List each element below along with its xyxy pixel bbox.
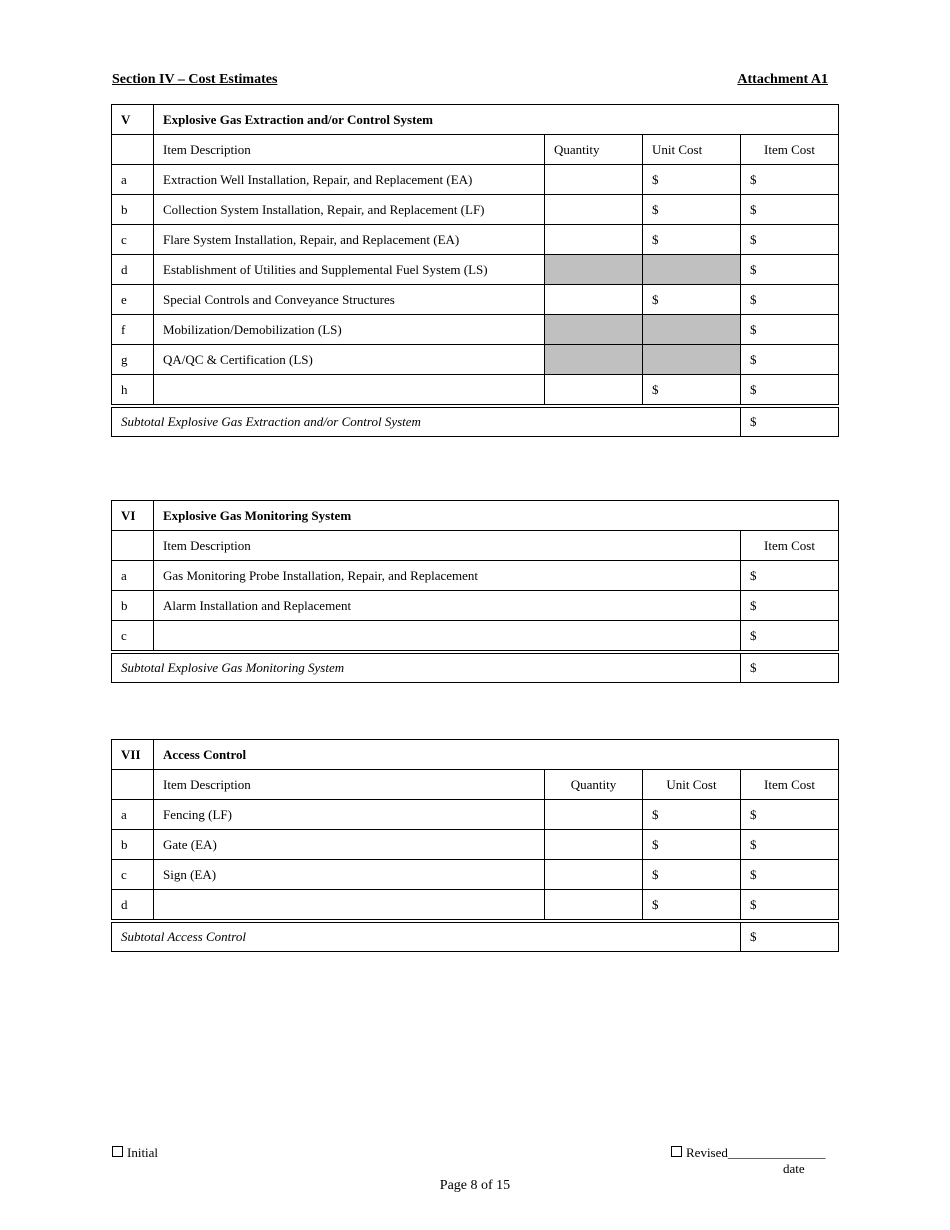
col-item-cost: Item Cost xyxy=(741,770,839,800)
section-v-table xyxy=(111,104,839,437)
section-title: Section IV – Cost Estimates xyxy=(112,72,278,87)
unit-cost-cell[interactable]: $ xyxy=(643,165,741,195)
date-label: date xyxy=(783,1161,805,1176)
row-letter: e xyxy=(112,285,154,315)
row-description: Mobilization/Demobilization (LS) xyxy=(154,315,545,345)
table-row xyxy=(112,621,839,653)
column-header-row xyxy=(112,531,839,561)
item-cost-cell[interactable]: $ xyxy=(741,561,839,591)
row-description: Special Controls and Conveyance Structures xyxy=(154,285,545,315)
row-letter: b xyxy=(112,591,154,621)
section-vii-table xyxy=(111,739,839,952)
row-letter: b xyxy=(112,830,154,860)
unit-cost-cell[interactable]: $ xyxy=(643,375,741,407)
section-number: VII xyxy=(112,740,154,770)
item-cost-cell[interactable]: $ xyxy=(741,165,839,195)
table-row xyxy=(112,345,839,375)
column-header-row xyxy=(112,770,839,800)
unit-cost-cell[interactable]: $ xyxy=(643,890,741,922)
item-cost-cell[interactable]: $ xyxy=(741,621,839,653)
item-cost-cell[interactable]: $ xyxy=(741,830,839,860)
subtotal-row xyxy=(112,921,839,952)
row-description[interactable] xyxy=(154,890,545,922)
shaded-quantity-cell xyxy=(545,315,643,345)
item-cost-cell[interactable]: $ xyxy=(741,890,839,922)
row-description: Flare System Installation, Repair, and Replacement (EA) xyxy=(154,225,545,255)
item-cost-cell[interactable]: $ xyxy=(741,255,839,285)
row-description: Extraction Well Installation, Repair, and Replacement (EA) xyxy=(154,165,545,195)
row-description[interactable] xyxy=(154,621,741,653)
shaded-quantity-cell xyxy=(545,255,643,285)
page-number: Page 8 of 15 xyxy=(439,1178,511,1193)
quantity-cell[interactable] xyxy=(545,890,643,922)
shaded-quantity-cell xyxy=(545,345,643,375)
col-unit-cost: Unit Cost xyxy=(643,135,741,165)
col-item-description: Item Description xyxy=(154,135,545,165)
col-quantity: Quantity xyxy=(545,135,643,165)
item-cost-cell[interactable]: $ xyxy=(741,860,839,890)
row-description: Establishment of Utilities and Supplemental Fuel System (LS) xyxy=(154,255,545,285)
unit-cost-cell[interactable]: $ xyxy=(643,800,741,830)
quantity-cell[interactable] xyxy=(545,860,643,890)
item-cost-cell[interactable]: $ xyxy=(741,345,839,375)
row-letter: a xyxy=(112,800,154,830)
subtotal-label: Subtotal Explosive Gas Extraction and/or Control System xyxy=(112,406,741,437)
shaded-unit-cost-cell xyxy=(643,255,741,285)
row-letter: d xyxy=(112,890,154,922)
item-cost-cell[interactable]: $ xyxy=(741,315,839,345)
attachment-label: Attachment A1 xyxy=(737,72,828,87)
row-letter: g xyxy=(112,345,154,375)
row-description: Sign (EA) xyxy=(154,860,545,890)
item-cost-cell[interactable]: $ xyxy=(741,225,839,255)
subtotal-value[interactable]: $ xyxy=(741,652,839,683)
row-letter: c xyxy=(112,225,154,255)
shaded-unit-cost-cell xyxy=(643,315,741,345)
page-header xyxy=(112,72,828,90)
table-row xyxy=(112,195,839,225)
table-row xyxy=(112,165,839,195)
quantity-cell[interactable] xyxy=(545,375,643,407)
section-title-cell: Explosive Gas Extraction and/or Control System xyxy=(154,105,839,135)
table-row xyxy=(112,890,839,922)
table-row xyxy=(112,800,839,830)
section-vii-title-row xyxy=(112,740,839,770)
subtotal-value[interactable]: $ xyxy=(741,921,839,952)
row-letter: a xyxy=(112,165,154,195)
checkbox-icon[interactable] xyxy=(112,1146,123,1157)
row-letter: d xyxy=(112,255,154,285)
row-description: Alarm Installation and Replacement xyxy=(154,591,741,621)
table-row xyxy=(112,315,839,345)
section-title-cell: Explosive Gas Monitoring System xyxy=(154,501,839,531)
subtotal-label: Subtotal Explosive Gas Monitoring System xyxy=(112,652,741,683)
column-header-row xyxy=(112,135,839,165)
row-letter: b xyxy=(112,195,154,225)
row-description: Fencing (LF) xyxy=(154,800,545,830)
shaded-unit-cost-cell xyxy=(643,345,741,375)
col-item-cost: Item Cost xyxy=(741,531,839,561)
revised-checkbox-group[interactable] xyxy=(671,1145,825,1161)
item-cost-cell[interactable]: $ xyxy=(741,195,839,225)
section-v-title-row xyxy=(112,105,839,135)
col-item-description: Item Description xyxy=(154,531,741,561)
quantity-cell[interactable] xyxy=(545,285,643,315)
quantity-cell[interactable] xyxy=(545,165,643,195)
unit-cost-cell[interactable]: $ xyxy=(643,860,741,890)
initial-checkbox-group[interactable] xyxy=(112,1145,158,1161)
col-item-description: Item Description xyxy=(154,770,545,800)
section-number: VI xyxy=(112,501,154,531)
item-cost-cell[interactable]: $ xyxy=(741,800,839,830)
unit-cost-cell[interactable]: $ xyxy=(643,830,741,860)
item-cost-cell[interactable]: $ xyxy=(741,375,839,407)
section-title-cell: Access Control xyxy=(154,740,839,770)
section-number: V xyxy=(112,105,154,135)
row-letter: c xyxy=(112,860,154,890)
table-row xyxy=(112,830,839,860)
table-row xyxy=(112,591,839,621)
quantity-cell[interactable] xyxy=(545,830,643,860)
initial-label: Initial xyxy=(127,1145,159,1160)
row-description: Gate (EA) xyxy=(154,830,545,860)
item-cost-cell[interactable]: $ xyxy=(741,591,839,621)
table-row xyxy=(112,375,839,407)
subtotal-label: Subtotal Access Control xyxy=(112,921,741,952)
table-row xyxy=(112,255,839,285)
col-quantity: Quantity xyxy=(545,770,643,800)
revised-label: Revised_______________ xyxy=(686,1145,826,1160)
unit-cost-cell[interactable]: $ xyxy=(643,195,741,225)
checkbox-icon[interactable] xyxy=(671,1146,682,1157)
section-vi-table xyxy=(111,500,839,683)
subtotal-row xyxy=(112,406,839,437)
row-letter: f xyxy=(112,315,154,345)
subtotal-value[interactable]: $ xyxy=(741,406,839,437)
row-description: QA/QC & Certification (LS) xyxy=(154,345,545,375)
quantity-cell[interactable] xyxy=(545,225,643,255)
row-description: Collection System Installation, Repair, and Replacement (LF) xyxy=(154,195,545,225)
unit-cost-cell[interactable]: $ xyxy=(643,285,741,315)
table-row xyxy=(112,561,839,591)
table-row xyxy=(112,860,839,890)
table-row xyxy=(112,225,839,255)
subtotal-row xyxy=(112,652,839,683)
row-description[interactable] xyxy=(154,375,545,407)
col-item-cost: Item Cost xyxy=(741,135,839,165)
unit-cost-cell[interactable]: $ xyxy=(643,225,741,255)
quantity-cell[interactable] xyxy=(545,800,643,830)
table-row xyxy=(112,285,839,315)
row-letter: h xyxy=(112,375,154,407)
row-description: Gas Monitoring Probe Installation, Repair, and Replacement xyxy=(154,561,741,591)
section-vi-title-row xyxy=(112,501,839,531)
quantity-cell[interactable] xyxy=(545,195,643,225)
row-letter: a xyxy=(112,561,154,591)
col-unit-cost: Unit Cost xyxy=(643,770,741,800)
row-letter: c xyxy=(112,621,154,653)
item-cost-cell[interactable]: $ xyxy=(741,285,839,315)
